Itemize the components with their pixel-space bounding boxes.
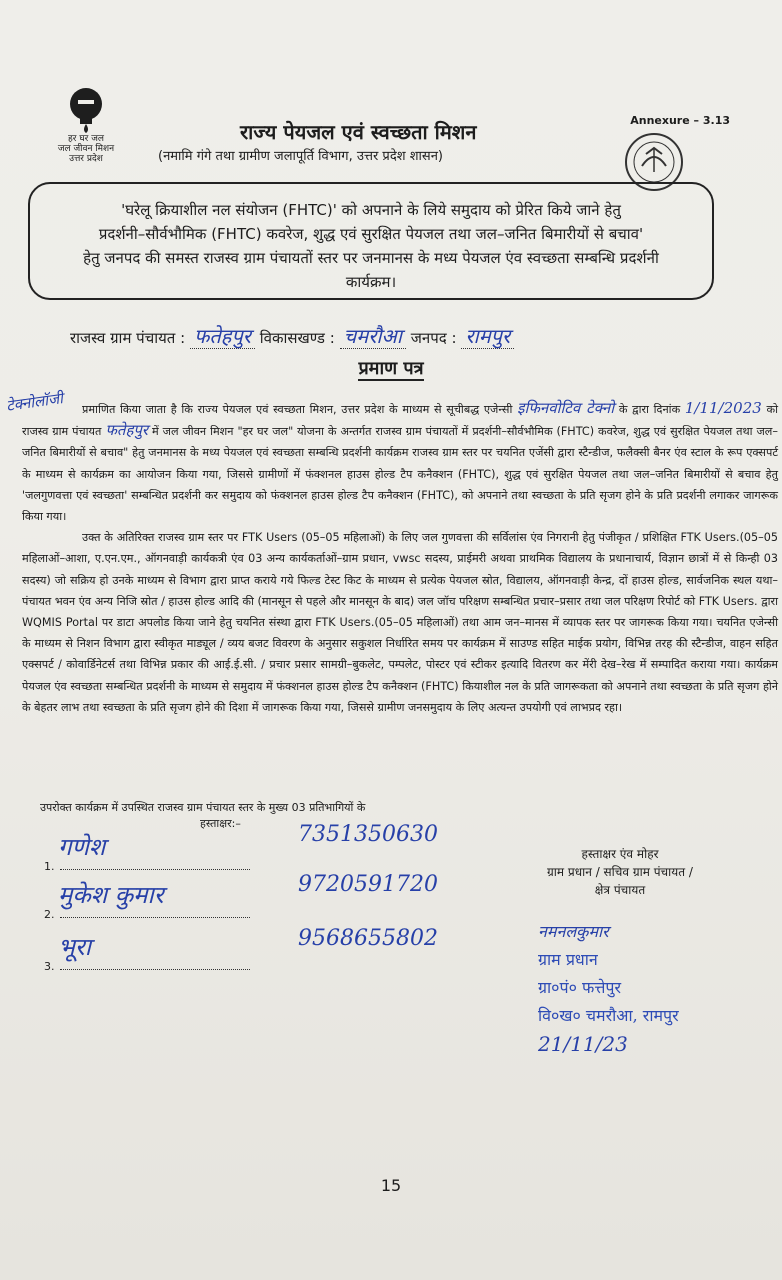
stamp-date: 21/11/23: [538, 1032, 628, 1056]
participant-3-phone: 9568655802: [298, 926, 438, 951]
village-name: फतेहपुर: [105, 421, 149, 440]
paragraph-2: उक्त के अतिरिक्त राजस्व ग्राम स्तर पर FTK Users (05–05 महिलाओं) के लिए जल गुणवत्ता की सर्विलांस एंव निगरानी हेतु पंजीकृत / प्रशिक्षित FTK Users.(05–05 महिलाओं–आशा, ए.एन.एम., ऑगनवाड़ी कार्यकत्री एंव 03 अन्य कार्यकर्ताओं–ग्राम प्रधान, vwsc सदस्य, प्राईमरी अथवा प्राथमिक विद्यालय के प्रधानाचार्य, विज्ञान छात्रों में से किन्ही 03 सदस्य) जो सक्रिय हो उनके माध्यम से विभाग द्वारा प्राप्त कराये गये फिल्ड टेस्ट किट के माध्यम से प्रत्येक पेयजल स्रोत, विद्यालय, ऑगनवाड़ी केन्द्र, दों हाउस होल्ड, सार्वजनिक स्थल यथा–पंचायत भवन एंव अन्य निजि स्रोत / हाउस होल्ड आदि की (मानसून से पहले और मानसून के बाद) जल जॉच परिक्षण सम्बन्धित प्रचार–प्रसार तथा जल परिक्षण रिपोर्ट को FTK Users. द्वारा WQMIS Portal पर डाटा अपलोड किया जाने हेतु चयनित संस्था द्वारा FTK Users.(05–05 महिलाओं) तथा आम जन–मानस में व्यापक स्तर पर जागरूक किया गया। चयनित एजेन्सी के माध्यम से निशन विभाग द्वारा स्वीकृत माड्यूल / व्यय बजट विवरण के अनुसार सकुशल निर्धारित समय पर कार्यक्रम में साउण्ड सहित माईक प्रयोग, विभिन्न तरह की स्टैन्डीज, वाहन सहित एक्सपर्ट / कोवार्डिनेटर्स तथा विभिन्न प्रकार की आई.ई.सी. / प्रचार प्रसार सामग्री–बुकलेट, पम्पलेट, पोस्टर एवं स्टीकर इत्यादि वितरण कर मेंरी देख–रेख में सम्पादित कराया गया। कार्यक्रम पेयजल एंव स्वच्छता सम्बन्धित प्रदर्शनी के माध्यम से समुदाय में फंक्शनल हाउस होल्ड टैप कनैक्शन (FHTC) कियाशील नल के प्रति जागरूकता को अपनाने तथा स्वच्छता के प्रति सृजग होने के बेहतर लाभ तथा स्वच्छता के प्रति सृजग होने की दिशा में जागरूक किया गया, जिससे ग्रामीण जनसमुदाय के लिए अत्यन्त उपयोगी एवं लाभप्रद रहा।: [22, 531, 778, 714]
program-line-2: प्रदर्शनी–सौर्वभौमिक (FHTC) कवरेज, शुद्ध एवं सुरक्षित पेयजल तथा जल–जनित बिमारीयों से बचाव': [98, 225, 644, 243]
tap-icon: [64, 86, 108, 134]
participant-3: 3. भूरा: [44, 960, 250, 973]
certificate-title: प्रमाण पत्र: [358, 358, 424, 379]
panchayat-label: राजस्व ग्राम पंचायत :: [70, 329, 186, 347]
participant-1: 1. गणेश: [44, 860, 250, 873]
logo-text-3: उत्तर प्रदेश: [69, 154, 103, 164]
paragraph-1: प्रमाणित किया जाता है कि राज्य पेयजल एवं स्वच्छता मिशन, उत्तर प्रदेश के माध्यम से सूचीबद्ध एजेन्सी इफिनवोटिव टेक्नो के द्वारा दिनांक 1/11/2023 को राजस्व ग्राम पंचायत फतेहपुर में जल जीवन मिशन "हर घर जल" योजना के अन्तर्गत राजस्व ग्राम पंचायतों में प्रदर्शनी–सौर्वभौमिक (FHTC) कवरेज, शुद्ध एवं सुरक्षित पेयजल तथा जल–जनित बिमारीयों से बचाव" हेतु जनमानस के मध्य पेयजल एवं स्वच्छता सम्बन्धि प्रदर्शनी कार्यक्रम राजस्व ग्राम स्तर पर चयनित एजेंसी द्वारा स्टैन्डीज, फलैक्सी बैनर एंव स्टाल के रूप एक्सपर्ट के माध्यम से कार्यक्रम का आयोजन किया गया, जिससे ग्रामीणों में फंक्शनल हाउस होल्ड टैप कनैक्शन (FHTC), शुद्ध एवं सुरक्षित पेयजल तथा जल–जनित बिमारीयों से बचाव हेतु 'जलगुणवत्ता एवं स्वच्छता' सम्बन्धित प्रदर्शनी कर समुदाय को फंक्शनल हाउस होल्ड टैप कनैक्शन (FHTC), को अपनाने तथा स्वच्छता के प्रति सृजग होने के प्रति प्रदर्शनी लगाकर जागरूक किया गया।: [22, 399, 778, 524]
jal-jeevan-mission-logo: [46, 86, 126, 164]
program-date: 1/11/2023: [684, 399, 762, 417]
pradhan-stamp: [538, 918, 679, 1058]
margin-note: टेक्नोलॉजी: [5, 389, 65, 415]
location-fields: [70, 322, 514, 349]
certificate-body: [22, 398, 778, 718]
panchayat-value: फतेहपुर: [190, 324, 255, 349]
program-line-4: कार्यक्रम।: [345, 273, 397, 291]
participant-1-name: गणेश: [58, 833, 106, 861]
block-value: चमरौआ: [340, 324, 406, 349]
participant-2: 2. मुकेश कुमार: [44, 908, 250, 921]
participants-heading: उपरोक्त कार्यक्रम में उपस्थित राजस्व ग्राम पंचायत स्तर के मुख्य 03 प्रतिभागियों के हस्ताक्षर:–: [40, 801, 366, 830]
program-title-box: [28, 182, 714, 300]
district-label: जनपद :: [410, 329, 457, 347]
stamp-signature: नमनलकुमार: [538, 922, 609, 941]
participant-2-phone: 9720591720: [298, 872, 438, 897]
participant-3-name: भूरा: [58, 933, 91, 961]
agency-name: इफिनवोटिव टेक्नो: [517, 399, 615, 417]
block-label: विकासखण्ड :: [259, 329, 335, 347]
program-line-1: 'घरेलू क्रियाशील नल संयोजन (FHTC)' को अपनाने के लिये समुदाय को प्रेरित किये जाने हेतु: [121, 201, 621, 219]
stamp-line-1: ग्राम प्रधान: [538, 950, 598, 969]
program-line-3: हेतु जनपद की समस्त राजस्व ग्राम पंचायतों स्तर पर जनमानस के मध्य पेयजल एंव स्वच्छता सम्बन्धि प्रदर्शनी: [83, 249, 659, 267]
logo-text-2: जल जीवन मिशन: [57, 144, 115, 154]
participant-2-name: मुकेश कुमार: [58, 881, 164, 909]
logo-text-1: हर घर जल: [68, 134, 104, 144]
participant-1-phone: 7351350630: [298, 822, 438, 847]
stamp-line-2: ग्रा०पं० फत्तेपुर: [538, 978, 622, 997]
annexure-label: Annexure – 3.13: [630, 114, 730, 127]
district-value: रामपुर: [461, 324, 514, 349]
page-title: राज्य पेयजल एवं स्वच्छता मिशन: [240, 120, 477, 144]
page-subtitle: (नमामि गंगे तथा ग्रामीण जलापूर्ति विभाग, उत्तर प्रदेश शासन): [158, 149, 443, 164]
stamp-line-3: वि०ख० चमरौआ, रामपुर: [538, 1006, 679, 1025]
authority-signature-label: हस्ताक्षर एंव मोहर ग्राम प्रधान / सचिव ग्राम पंचायत / क्षेत्र पंचायत: [547, 847, 693, 897]
page-number: 15: [380, 1176, 402, 1195]
